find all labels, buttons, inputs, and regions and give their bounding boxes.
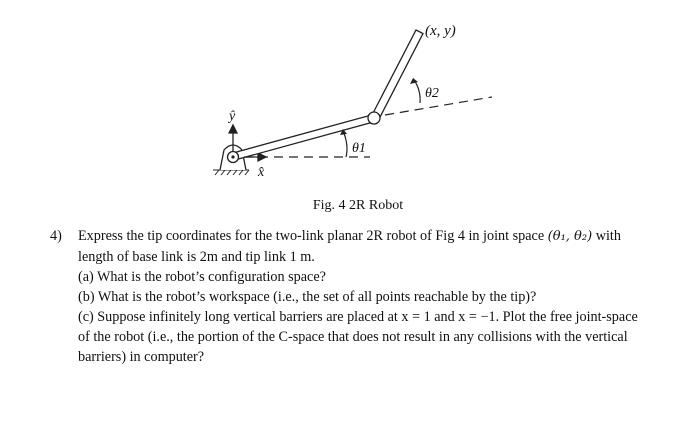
- part-b: (b) What is the robot’s workspace (i.e., the set of all points reachable by the tip)?: [78, 289, 537, 305]
- problem-text-before: Express the tip coordinates for the two-link planar 2R robot of Fig 4 in joint space: [78, 228, 545, 244]
- theta2-label: θ2: [425, 86, 439, 101]
- base-joint-center: [231, 155, 234, 158]
- tip-label: (x, y): [425, 23, 456, 39]
- elbow-joint: [368, 112, 380, 124]
- problem-4: [50, 226, 650, 367]
- problem-statement: [78, 226, 650, 267]
- figure-caption: Fig. 4 2R Robot: [312, 198, 404, 213]
- theta1-arc: [340, 129, 347, 157]
- part-c: (c) Suppose infinitely long vertical barriers are placed at x = 1 and x = −1. Plot the free joint-space of the robot (i.e., the portion of the C-space that does not result in any collisions with the vertical barriers) in computer?: [78, 309, 638, 365]
- theta2-arc: [410, 78, 420, 103]
- link-2: [371, 30, 423, 121]
- joint-space-notation: (θ₁, θ₂): [547, 229, 593, 244]
- ground-hatch: [213, 170, 249, 175]
- y-axis-label: ŷ: [229, 109, 236, 124]
- theta1-label: θ1: [352, 141, 366, 156]
- robot-figure: [0, 0, 700, 200]
- x-axis-label: x̂: [258, 165, 265, 180]
- part-a: (a) What is the robot’s configuration space?: [78, 269, 326, 285]
- problem-number: 4): [50, 228, 62, 244]
- problem-text-after: with length of base link is 2m and tip link 1 m.: [78, 228, 621, 265]
- problem-body: [78, 226, 650, 367]
